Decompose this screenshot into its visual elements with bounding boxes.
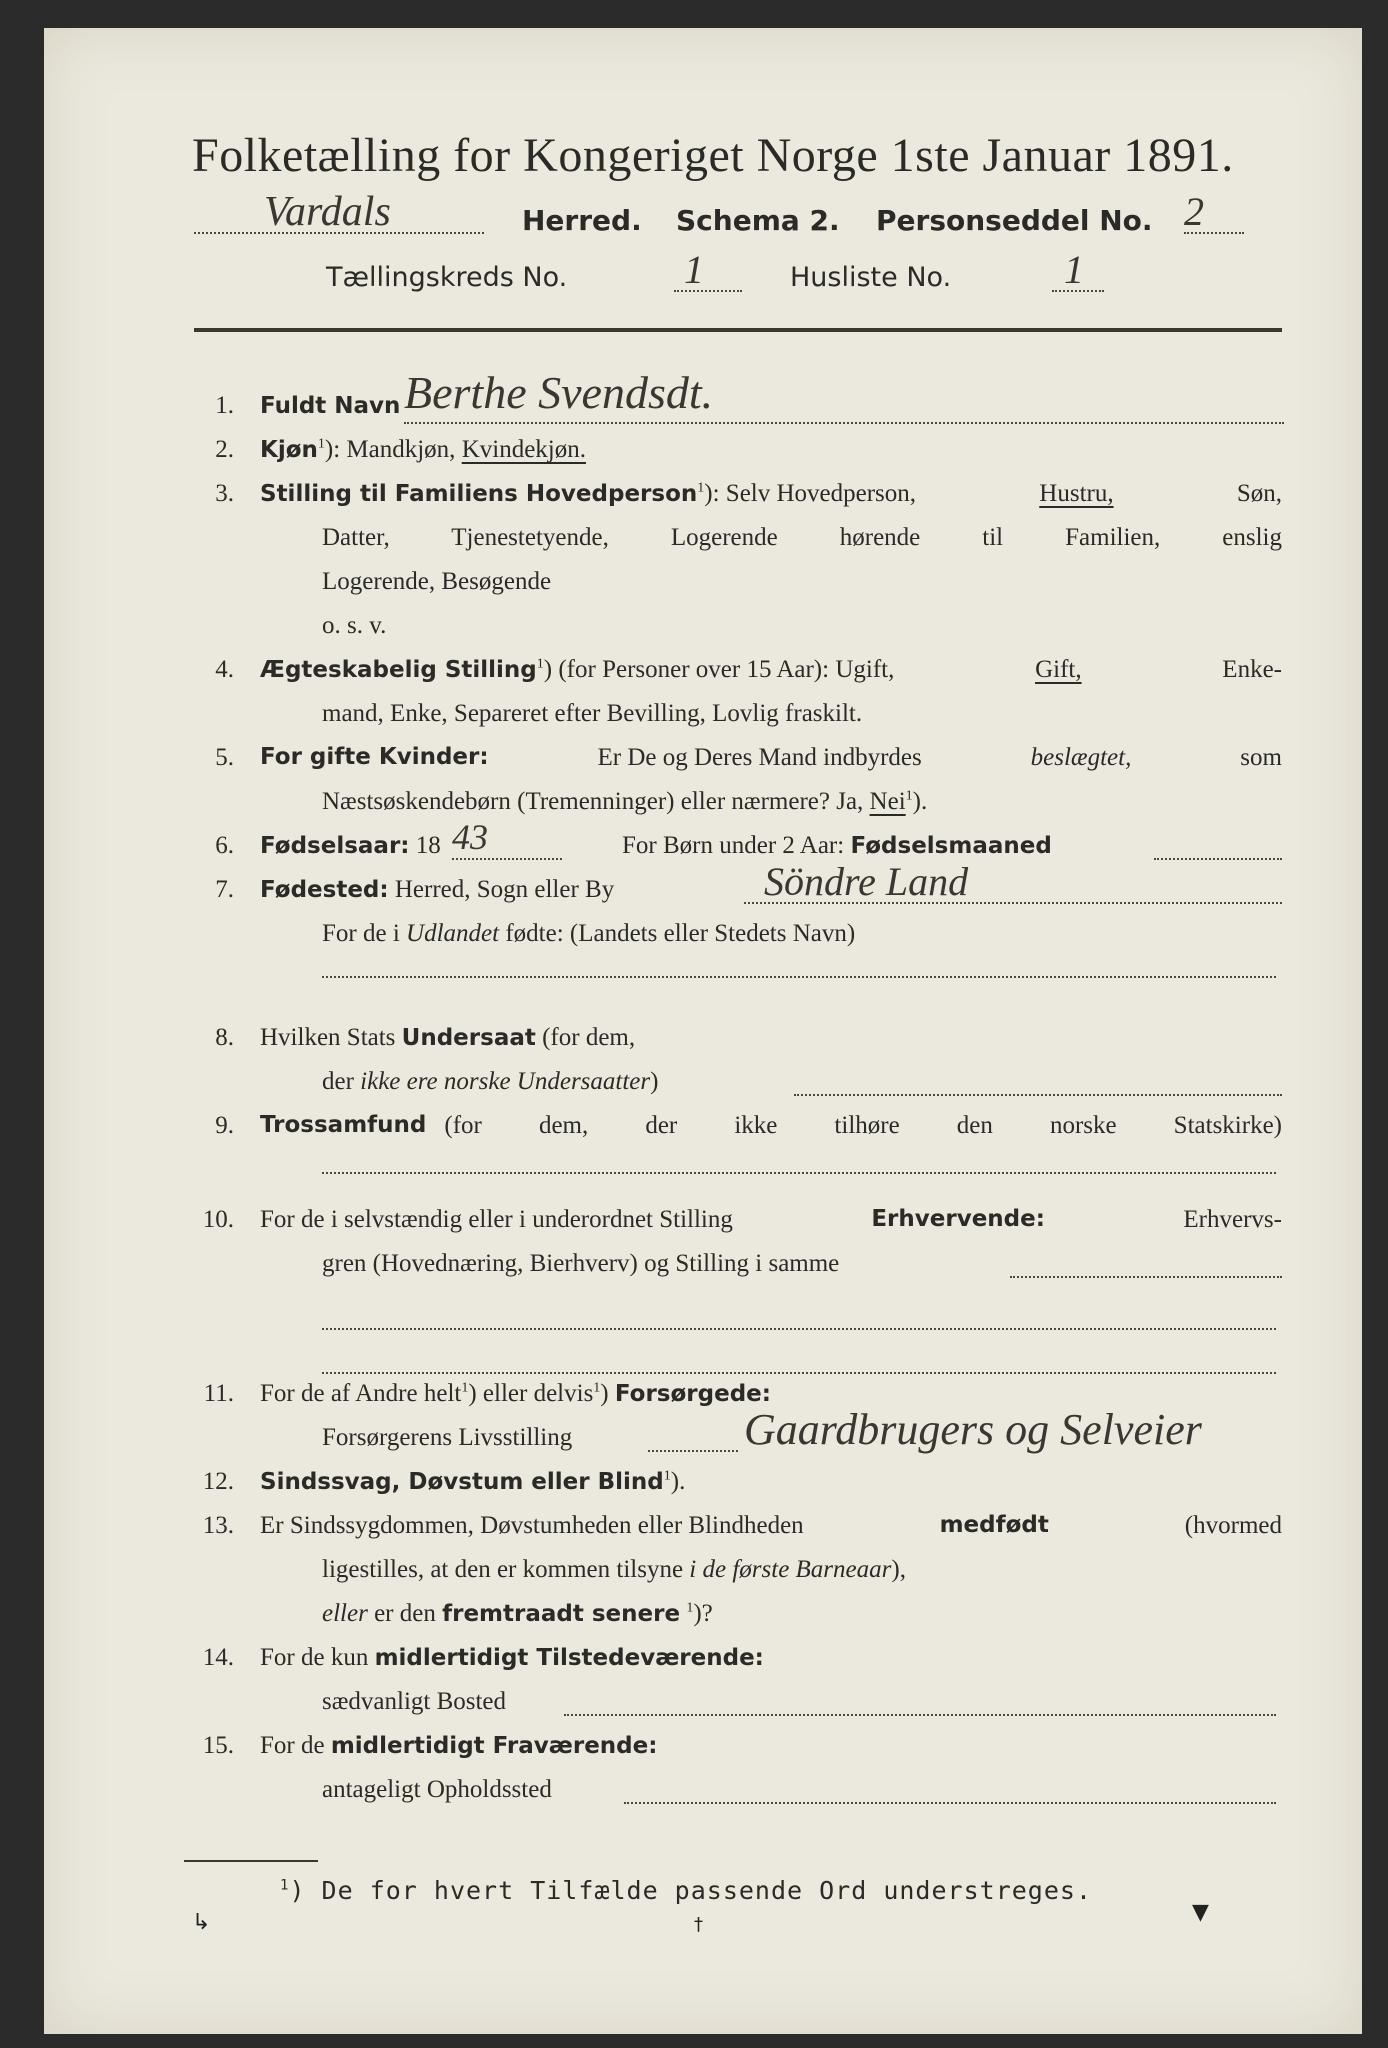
nei-underlined: Nei bbox=[869, 788, 906, 815]
name-handwritten-value: Berthe Svendsdt. bbox=[404, 367, 714, 418]
footnote-rule bbox=[184, 1860, 318, 1862]
ink-mark-center: † bbox=[694, 1914, 703, 1935]
item-number-7: 7. bbox=[215, 876, 234, 903]
item-5-line-2: Næstsøskendebørn (Tremenninger) eller nærmere? Ja, Nei$^1$). bbox=[322, 788, 928, 815]
item-number-11: 11. bbox=[203, 1380, 234, 1407]
item-5-line-1: For gifte Kvinder: Er De og Deres Mand indbyrdes beslægtet, som bbox=[260, 744, 1282, 771]
item-number-12: 12. bbox=[202, 1468, 234, 1495]
item-9-line-1: Trossamfund (for dem, der ikke tilhøre den norske Statskirke) bbox=[260, 1112, 1282, 1139]
name-dotted-line bbox=[404, 422, 1284, 424]
kvindekjon-underlined: Kvindekjøn. bbox=[461, 436, 586, 463]
item-number-3: 3. bbox=[215, 480, 234, 507]
item-13-line-3: eller er den fremtraadt senere $^1$)? bbox=[322, 1600, 713, 1627]
kreds-handwritten-value: 1 bbox=[684, 247, 704, 292]
provider-occupation-handwritten-value: Gaardbrugers og Selveier bbox=[744, 1405, 1202, 1454]
item-4-line-1: Ægteskabelig Stilling$^1$) (for Personer over 15 Aar): Ugift, Gift, Enke- bbox=[260, 656, 1282, 683]
item-14-line-1: For de kun midlertidigt Tilstedeværende: bbox=[260, 1644, 764, 1671]
item-7-text: Fødested: Herred, Sogn eller By bbox=[260, 876, 615, 903]
item-number-8: 8. bbox=[215, 1024, 234, 1051]
personseddel-label: Personseddel No. bbox=[876, 204, 1153, 237]
item-10-line-1: For de i selvstændig eller i underordnet Stilling Erhvervende: Erhvervs- bbox=[260, 1206, 1282, 1233]
item-number-10: 10. bbox=[202, 1206, 234, 1233]
husliste-handwritten-value: 1 bbox=[1064, 247, 1084, 292]
nationality-dotted-line bbox=[794, 1094, 1282, 1096]
item-4-line-2: mand, Enke, Separeret efter Bevilling, Lovlig fraskilt. bbox=[322, 700, 863, 727]
item-10-line-2: gren (Hovednæring, Bierhverv) og Stilling i samme bbox=[322, 1250, 840, 1277]
hustru-underlined: Hustru, bbox=[1039, 480, 1114, 507]
kreds-label: Tællingskreds No. bbox=[326, 262, 568, 293]
item-3-line-4: o. s. v. bbox=[322, 612, 387, 639]
item-14-line-2: sædvanligt Bosted bbox=[322, 1688, 507, 1715]
form-title: Folketælling for Kongeriget Norge 1ste Januar 1891. bbox=[192, 129, 1234, 182]
birth-month-dotted-line bbox=[1154, 858, 1282, 860]
occupation-dotted-line-1 bbox=[1010, 1276, 1282, 1278]
gift-underlined: Gift, bbox=[1035, 656, 1082, 683]
provider-dotted-line bbox=[648, 1450, 738, 1452]
item-8-line-2: der ikke ere norske Undersaatter) bbox=[322, 1068, 659, 1095]
item-number-13: 13. bbox=[202, 1512, 234, 1539]
item-12-line-1: Sindssvag, Døvstum eller Blind$^1$). bbox=[260, 1468, 686, 1495]
item-2-text: Kjøn$^1$): Mandkjøn, Kvindekjøn. bbox=[260, 436, 586, 463]
birthplace-dotted-line bbox=[744, 902, 1282, 904]
herred-label: Herred. bbox=[522, 204, 642, 237]
kreds-dotted-line bbox=[674, 290, 742, 292]
husliste-dotted-line bbox=[1052, 290, 1104, 292]
foreign-birthplace-dotted-line bbox=[322, 976, 1276, 978]
item-11-line-2: Forsørgerens Livsstilling bbox=[322, 1424, 573, 1451]
item-13-line-2: ligestilles, at den er kommen tilsyne i de første Barneaar), bbox=[322, 1556, 906, 1583]
item-6-label: Fødselsaar: 18 bbox=[260, 832, 441, 859]
occupation-dotted-line-2 bbox=[322, 1328, 1276, 1330]
item-number-14: 14. bbox=[202, 1644, 234, 1671]
personseddel-dotted-line bbox=[1184, 232, 1244, 234]
item-number-2: 2. bbox=[215, 436, 234, 463]
ink-mark-left: ↳ bbox=[192, 1910, 211, 1935]
item-15-line-1: For de midlertidigt Fraværende: bbox=[260, 1732, 658, 1759]
header-rule bbox=[194, 328, 1282, 332]
item-7-line-2: For de i Udlandet fødte: (Landets eller Stedets Navn) bbox=[322, 920, 856, 947]
item-number-1: 1. bbox=[215, 392, 234, 419]
birth-year-handwritten-value: 43 bbox=[452, 817, 488, 857]
item-number-6: 6. bbox=[215, 832, 234, 859]
item-6-text: For Børn under 2 Aar: Fødselsmaaned bbox=[622, 832, 1052, 859]
item-number-5: 5. bbox=[215, 744, 234, 771]
residence-dotted-line bbox=[564, 1714, 1276, 1716]
item-number-9: 9. bbox=[215, 1112, 234, 1139]
religion-dotted-line bbox=[322, 1172, 1276, 1174]
occupation-dotted-line-3 bbox=[322, 1372, 1276, 1374]
personseddel-handwritten-value: 2 bbox=[1184, 189, 1204, 234]
birthplace-handwritten-value: Söndre Land bbox=[764, 859, 969, 904]
item-1-label: Fuldt Navn bbox=[260, 393, 401, 419]
item-number-4: 4. bbox=[215, 656, 234, 683]
item-8-line-1: Hvilken Stats Undersaat (for dem, bbox=[260, 1024, 636, 1051]
ink-mark-right: ▼ bbox=[1192, 1900, 1209, 1925]
schema-label: Schema 2. bbox=[676, 204, 840, 237]
item-11-line-1: For de af Andre helt$^1$) eller delvis$^1$) Forsørgede: bbox=[260, 1380, 771, 1407]
herred-handwritten-value: Vardals bbox=[264, 189, 391, 235]
birth-year-dotted-line bbox=[452, 858, 562, 860]
census-form-page bbox=[44, 28, 1362, 2034]
item-13-line-1: Er Sindssygdommen, Døvstumheden eller Blindheden medfødt (hvormed bbox=[260, 1512, 1282, 1539]
footnote: $^1$) De for hvert Tilfælde passende Ord understreges. bbox=[280, 1876, 1093, 1905]
item-3-line-1: Stilling til Familiens Hovedperson$^1$): Selv Hovedperson, Hustru, Søn, bbox=[260, 480, 1282, 507]
item-15-line-2: antageligt Opholdssted bbox=[322, 1776, 552, 1803]
husliste-label: Husliste No. bbox=[790, 262, 952, 293]
item-3-line-2: Datter, Tjenestetyende, Logerende hørende til Familien, enslig bbox=[322, 524, 1282, 551]
item-3-line-3: Logerende, Besøgende bbox=[322, 568, 552, 595]
absence-location-dotted-line bbox=[624, 1802, 1276, 1804]
item-number-15: 15. bbox=[202, 1732, 234, 1759]
